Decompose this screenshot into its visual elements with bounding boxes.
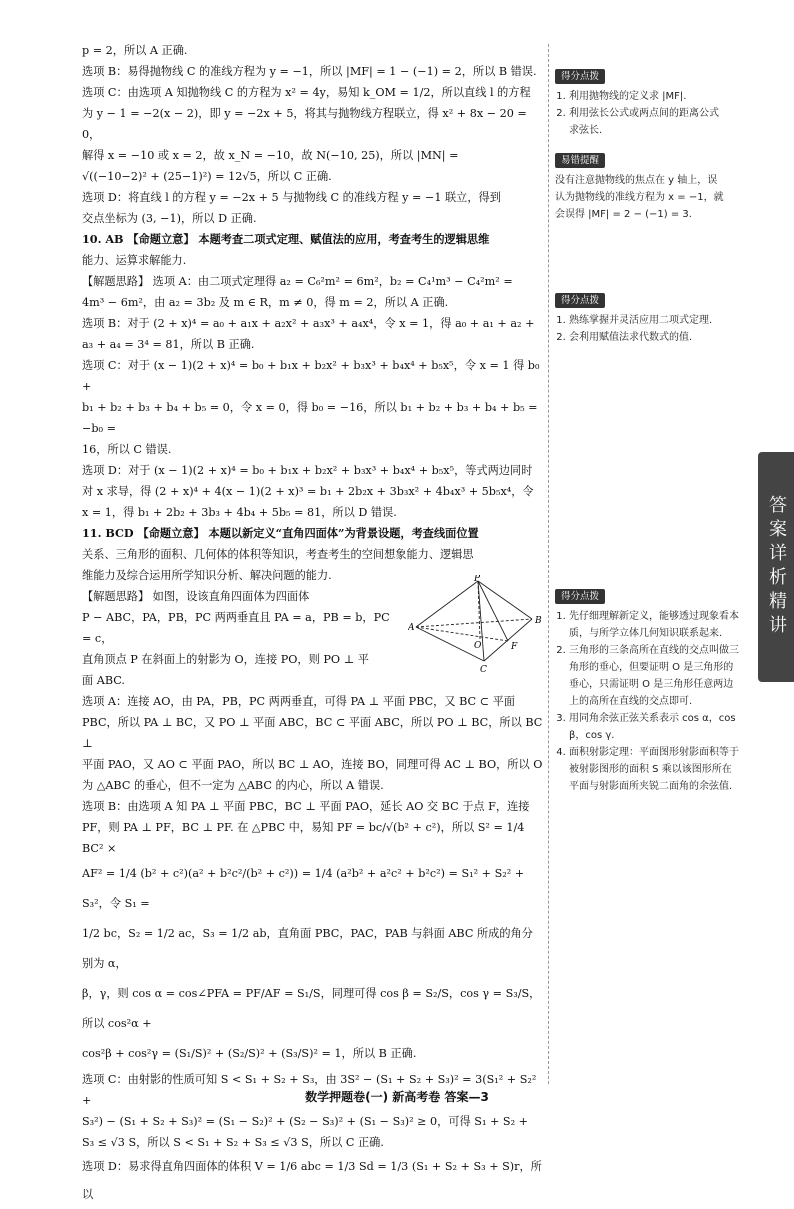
line: 【解题思路】 选项 A：由二项式定理得 a₂ = C₆²m² = 6m²，b₂ = C₄¹m³ − C₄²m² = [82, 275, 513, 288]
edge-PA [416, 581, 478, 627]
line: 选项 A：连接 AO，由 PA，PB，PC 两两垂直，可得 PA ⊥ 平面 PBC，又 BC ⊂ 平面 [82, 695, 515, 708]
label-C: C [480, 665, 487, 675]
line: √((−10−2)² + (25−1)²) = 12√5，所以 C 正确. [82, 170, 332, 183]
line: 选项 D：对于 (x − 1)(2 + x)⁴ = b₀ + b₁x + b₂x² + b₃x³ + b₄x⁴ + b₅x⁵，等式两边同时 [82, 464, 533, 477]
line: S₃ ≤ √3 S，所以 S < S₁ + S₂ + S₃ ≤ √3 S，所以 C 正确. [82, 1136, 384, 1149]
section-tab: 答案详析精讲 [758, 452, 794, 682]
side-note-header: 易错提醒 [555, 153, 605, 168]
label-F: F [511, 642, 518, 652]
side-note-text: 没有注意抛物线的焦点在 y 轴上，误认为抛物线的准线方程为 x = −1，就会误得 |MF| = 2 − (−1) = 3. [555, 175, 724, 220]
line: 选项 B：对于 (2 + x)⁴ = a₀ + a₁x + a₂x² + a₃x³ + a₄x⁴，令 x = 1，得 a₀ + a₁ + a₂ + [82, 317, 535, 330]
line: 选项 B：易得抛物线 C 的准线方程为 y = −1，所以 |MF| = 1 − (−1) = 2，所以 B 错误. [82, 65, 537, 78]
side-note-item: 2. 会利用赋值法求代数式的值. [569, 329, 725, 346]
label-P: P [474, 575, 481, 584]
side-note-2 [555, 152, 725, 223]
line: 选项 B：由选项 A 知 PA ⊥ 平面 PBC，BC ⊥ 平面 PAO，延长 AO 交 BC 于点 F，连接 [82, 800, 530, 813]
line: a₃ + a₄ = 3⁴ = 81，所以 B 正确. [82, 338, 255, 351]
line: 为 y − 1 = −2(x − 2)，即 y = −2x + 5，将其与抛物线方程联立，得 x² + 8x − 20 = 0， [82, 107, 527, 141]
side-note-item: 1. 熟练掌握并灵活应用二项式定理. [569, 312, 725, 329]
side-note-item: 1. 先仔细理解新定义，能够透过现象看本质，与所学立体几何知识联系起来. [569, 608, 740, 642]
line: 选项 D：将直线 l 的方程 y = −2x + 5 与抛物线 C 的准线方程 y = −1 联立，得到 [82, 191, 501, 204]
side-note-header: 得分点拨 [555, 69, 605, 84]
line: 对 x 求导，得 (2 + x)⁴ + 4(x − 1)(2 + x)³ = b₁ + 2b₂x + 3b₃x² + 4b₄x³ + 5b₅x⁴，令 [82, 485, 534, 498]
line: 【解题思路】 如图，设该直角四面体为四面体 [82, 590, 310, 603]
line: b₁ + b₂ + b₃ + b₄ + b₅ = 0，令 x = 0，得 b₀ = −16，所以 b₁ + b₂ + b₃ + b₄ + b₅ = −b₀ = [82, 401, 538, 435]
line: 选项 C：对于 (x − 1)(2 + x)⁴ = b₀ + b₁x + b₂x² + b₃x³ + b₄x⁴ + b₅x⁵，令 x = 1 得 b₀ + [82, 359, 540, 393]
label-B: B [535, 616, 542, 626]
page-footer: 数学押题卷(一) 新高考卷 答案—3 [305, 1090, 489, 1104]
line: 交点坐标为 (3, −1)，所以 D 正确. [82, 212, 257, 225]
line: β，γ，则 cos α = cos∠PFA = PF/AF = S₁/S，同理可得 cos β = S₂/S，cos γ = S₃/S，所以 cos²α + [82, 987, 541, 1030]
label-O: O [474, 641, 482, 651]
narrow-block [82, 586, 402, 691]
question-10-head-cont: 能力、运算求解能力. [82, 254, 187, 267]
side-note-3 [555, 292, 725, 346]
side-note-item: 3. 用同角余弦正弦关系表示 cos α，cos β，cos γ. [569, 710, 740, 744]
side-note-item: 4. 面积射影定理：平面图形射影面积等于被射影图形的面积 S 乘以该图形所在平面与射影面所夹锐二面角的余弦值. [569, 744, 740, 795]
label-A: A [408, 623, 415, 633]
question-11-head-cont: 关系、三角形的面积、几何体的体积等知识，考查考生的空间想象能力、逻辑思 [82, 548, 474, 561]
line: PF，则 PA ⊥ PF，BC ⊥ PF. 在 △PBC 中，易知 PF = bc/√(b² + c²)，所以 S² = 1/4 BC² × [82, 821, 525, 855]
line: 选项 C：由选项 A 知抛物线 C 的方程为 x² = 4y，易知 k_OM = 1/2，所以直线 l 的方程 [82, 86, 531, 99]
side-note-header: 得分点拨 [555, 293, 605, 308]
line: S₃²) − (S₁ + S₂ + S₃)² = (S₁ − S₂)² + (S₂ − S₃)² + (S₁ − S₃)² ≥ 0，可得 S₁ + S₂ + [82, 1115, 529, 1128]
side-note-item: 1. 利用抛物线的定义求 |MF|. [569, 88, 725, 105]
line: 平面 PAO，又 AO ⊂ 平面 PAO，所以 BC ⊥ AO，连接 BO，同理可得 AC ⊥ BO，所以 O [82, 758, 543, 771]
question-11-head: 11. BCD 【命题立意】 本题以新定义“直角四面体”为背景设题，考查线面位置 [82, 526, 479, 540]
line: 选项 D：易求得直角四面体的体积 V = 1/6 abc = 1/3 Sd = 1/3 (S₁ + S₂ + S₃ + S)r，所以 [82, 1160, 542, 1201]
line: AF² = 1/4 (b² + c²)(a² + b²c²/(b² + c²)) = 1/4 (a²b² + a²c² + b²c²) = S₁² + S₂² + S₃²，令 S₁ = [82, 867, 525, 910]
line: cos²β + cos²γ = (S₁/S)² + (S₂/S)² + (S₃/S)² = 1，所以 B 正确. [82, 1047, 417, 1060]
column-divider [548, 44, 549, 1084]
side-note-1 [555, 68, 725, 139]
line: 1/2 bc，S₂ = 1/2 ac，S₃ = 1/2 ab，直角面 PBC，PAC，PAB 与斜面 ABC 所成的角分别为 α， [82, 927, 533, 970]
question-10-head: 10. AB 【命题立意】 本题考查二项式定理、赋值法的应用，考查考生的逻辑思维 [82, 232, 490, 246]
line: 16，所以 C 错误. [82, 443, 172, 456]
line: p = 2，所以 A 正确. [82, 44, 188, 57]
line: P − ABC，PA，PB，PC 两两垂直且 PA = a，PB = b，PC = c， [82, 611, 390, 645]
line: 解得 x = −10 或 x = 2，故 x_N = −10，故 N(−10, 25)，所以 |MN| = [82, 149, 459, 162]
side-note-item: 2. 利用弦长公式或两点间的距离公式求弦长. [569, 105, 725, 139]
line: 选项 C：由射影的性质可知 S < S₁ + S₂ + S₃，由 3S² − (S₁ + S₂ + S₃)² = 3(S₁² + S₂² + [82, 1073, 537, 1107]
line: 4m³ − 6m²，由 a₂ = 3b₂ 及 m ∈ R，m ≠ 0，得 m = 2，所以 A 正确. [82, 296, 449, 309]
line: 直角顶点 P 在斜面上的射影为 O，连接 PO，则 PO ⊥ 平 [82, 653, 369, 666]
side-note-header: 得分点拨 [555, 589, 605, 604]
line: PBC，所以 PA ⊥ BC，又 PO ⊥ 平面 ABC，BC ⊂ 平面 ABC，所以 PO ⊥ BC，所以 BC ⊥ [82, 716, 543, 750]
edge-AB [416, 619, 532, 627]
tetrahedron-figure [408, 575, 548, 675]
side-note-4 [555, 588, 740, 795]
line: x = 1，得 b₁ + 2b₂ + 3b₃ + 4b₄ + 5b₅ = 81，所以 D 错误. [82, 506, 397, 519]
line: 为 △ABC 的垂心，但不一定为 △ABC 的内心，所以 A 错误. [82, 779, 384, 792]
edge-PB [478, 581, 532, 619]
line: 面 ABC. [82, 674, 125, 687]
side-note-item: 2. 三角形的三条高所在直线的交点叫做三角形的垂心，但要证明 O 是三角形的垂心，只需证明 O 是三角形任意两边上的高所在直线的交点即可. [569, 642, 740, 710]
question-11-head-cont: 维能力及综合运用所学知识分析、解决问题的能力. [82, 569, 332, 582]
edge-PF [478, 581, 508, 641]
